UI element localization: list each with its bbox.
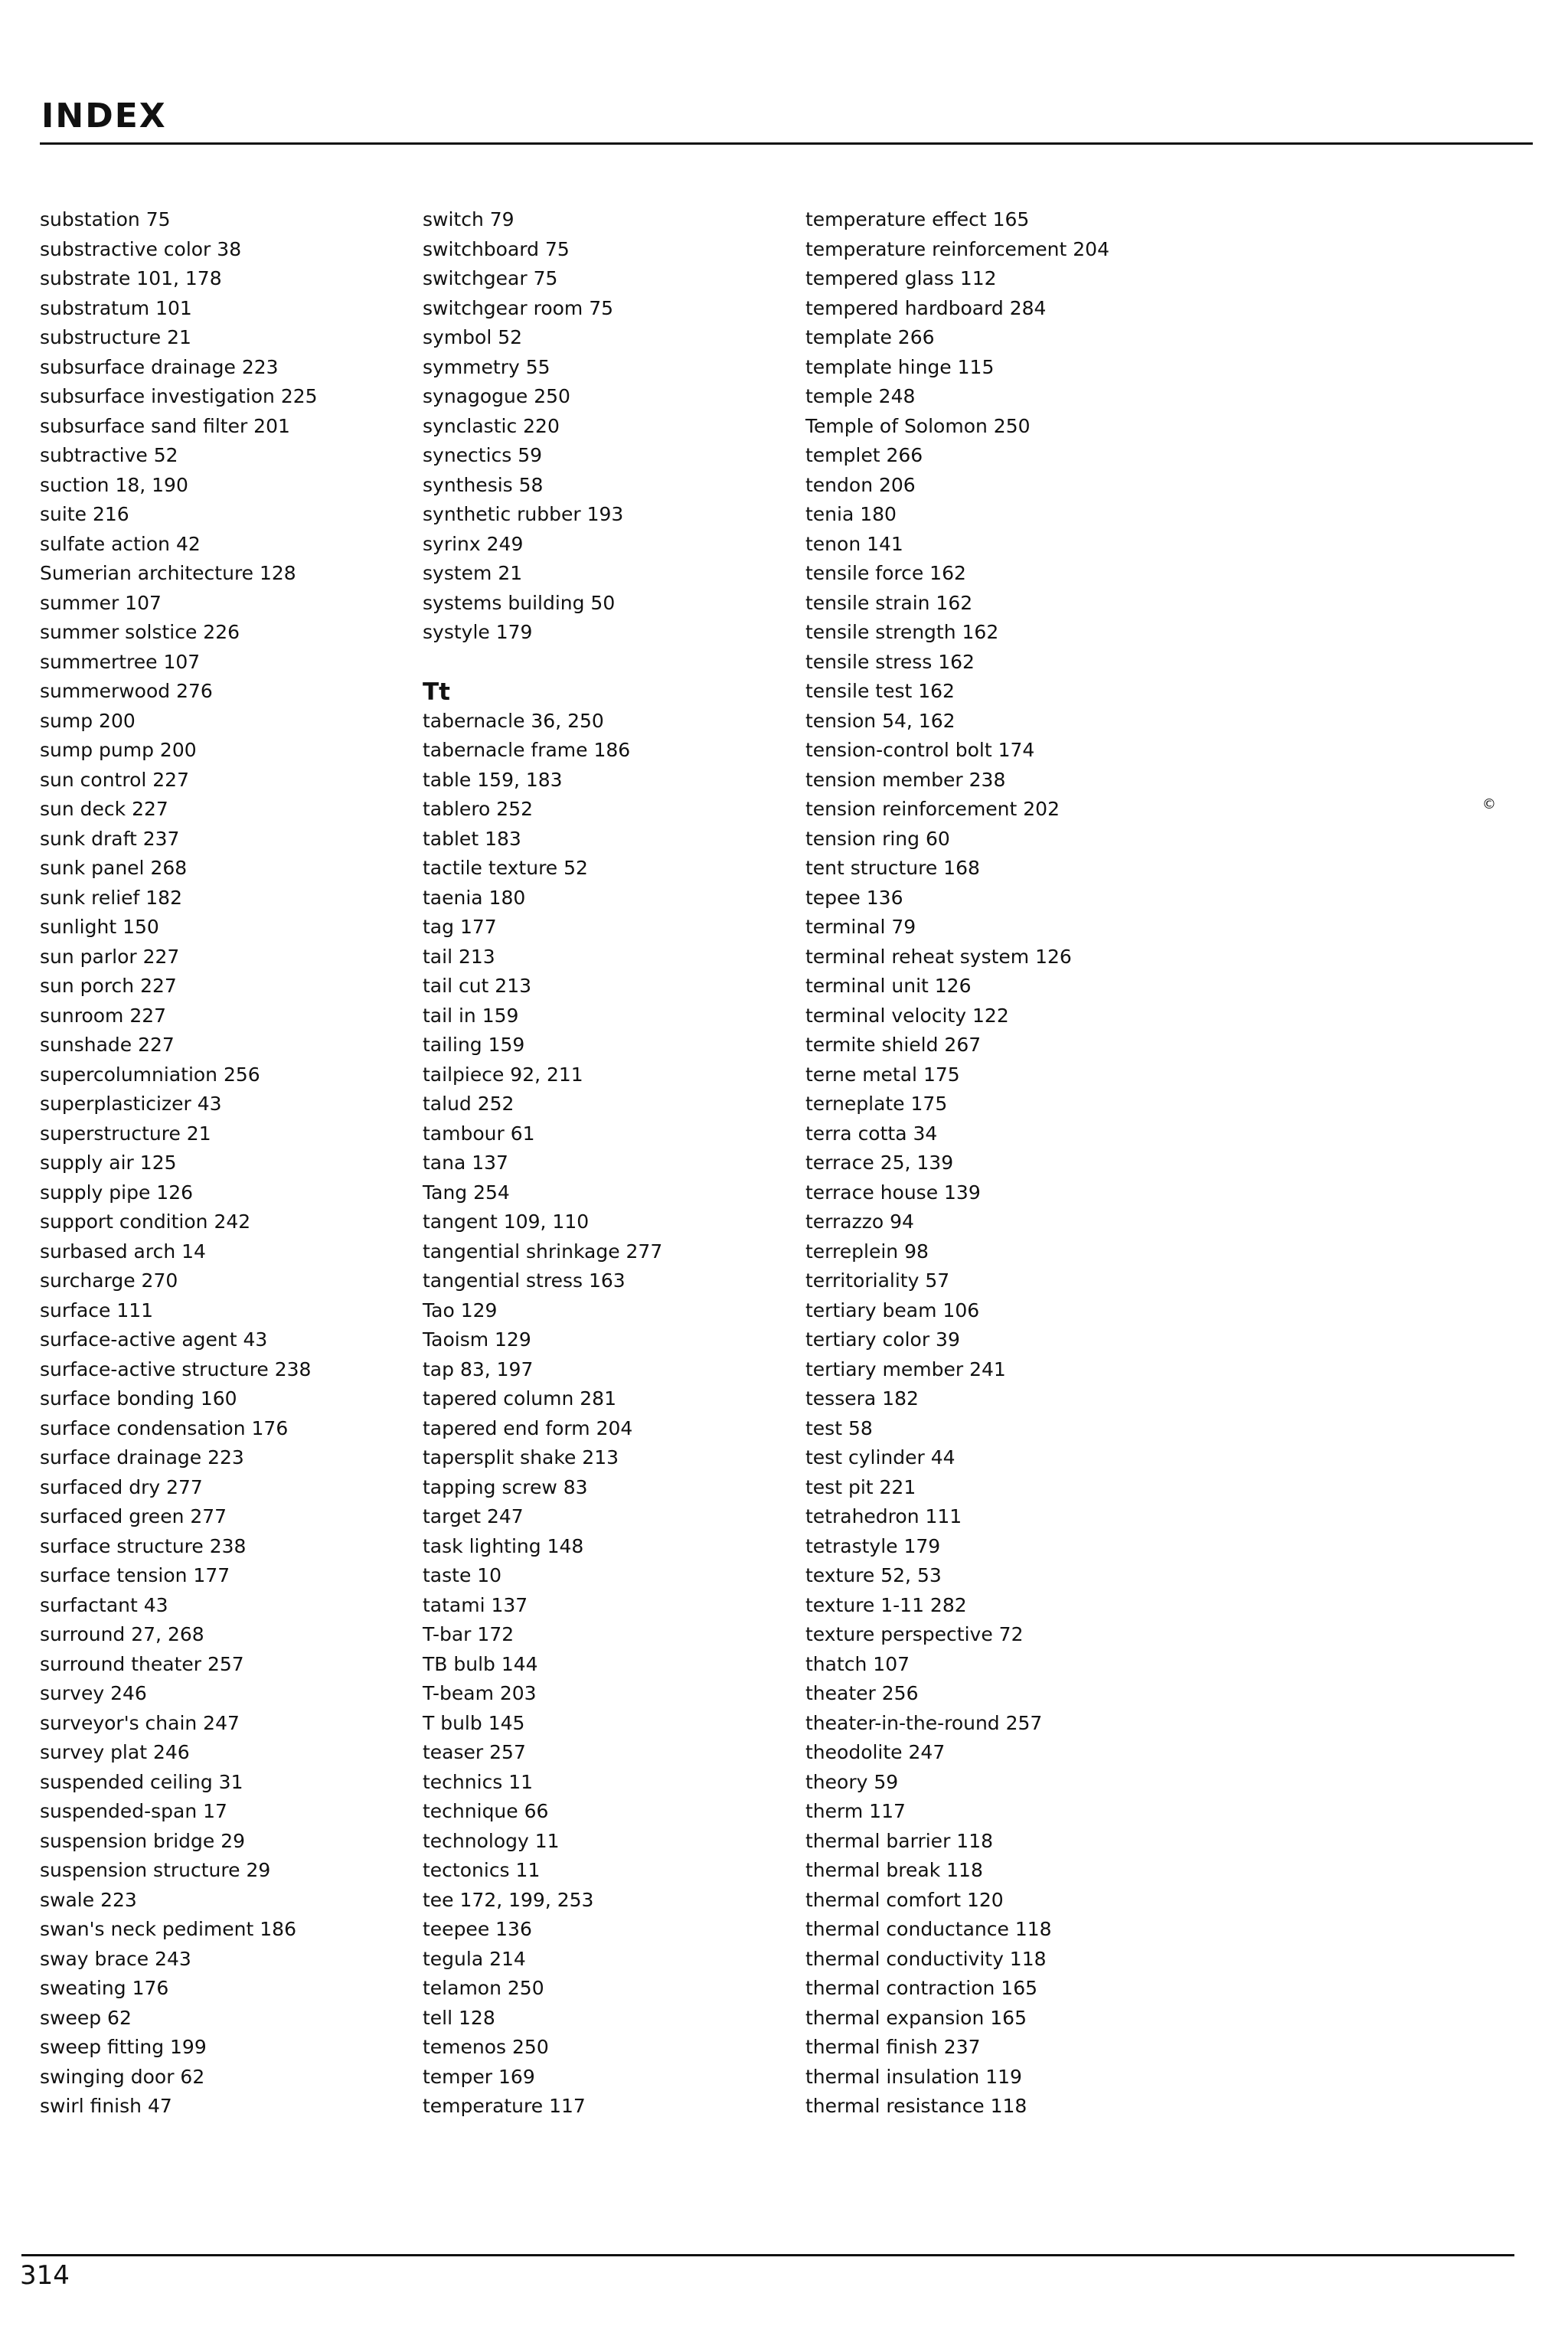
index-entry: sun deck 227 [40, 798, 168, 820]
index-entry: therm 117 [805, 1800, 906, 1822]
index-entry: tegula 214 [423, 1947, 526, 1970]
index-entry: surface tension 177 [40, 1564, 230, 1586]
index-entry: thermal barrier 118 [805, 1829, 994, 1852]
page-number: 314 [20, 2260, 70, 2291]
index-entry: tertiary beam 106 [805, 1299, 980, 1322]
index-entry: tension 54, 162 [805, 709, 956, 732]
index-entry: terra cotta 34 [805, 1122, 938, 1145]
index-entry: tana 137 [423, 1152, 508, 1174]
index-entry: Sumerian architecture 128 [40, 562, 296, 584]
index-entry: tablero 252 [423, 798, 534, 820]
index-entry: surface-active structure 238 [40, 1357, 312, 1380]
index-entry: target 247 [423, 1505, 524, 1527]
index-entry: tapered end form 204 [423, 1416, 633, 1439]
index-entry: tetrahedron 111 [805, 1505, 962, 1527]
index-entry: tension ring 60 [805, 827, 950, 850]
index-entry: thermal break 118 [805, 1859, 983, 1881]
index-entry: terminal unit 126 [805, 975, 972, 997]
index-entry: surface condensation 176 [40, 1416, 289, 1439]
index-entry: temperature effect 165 [805, 208, 1030, 230]
index-entry: technology 11 [423, 1829, 560, 1852]
index-entry: sulfate action 42 [40, 532, 201, 555]
index-entry: thermal conductivity 118 [805, 1947, 1047, 1970]
index-entry: tail cut 213 [423, 975, 532, 997]
index-entry: T-beam 203 [423, 1682, 537, 1704]
section-spacer [423, 648, 782, 678]
index-entry: sun control 227 [40, 768, 189, 791]
index-entry: tell 128 [423, 2006, 495, 2029]
index-entry: Taoism 129 [423, 1328, 531, 1351]
index-entry: surfaced dry 277 [40, 1475, 203, 1498]
index-entry: surveyor's chain 247 [40, 1711, 240, 1734]
index-entry: thermal expansion 165 [805, 2006, 1027, 2029]
index-entry: surround theater 257 [40, 1652, 244, 1675]
index-entry: tapered column 281 [423, 1387, 616, 1410]
index-entry: survey 246 [40, 1682, 147, 1704]
index-entry: surfaced green 277 [40, 1505, 227, 1527]
index-entry: tapersplit shake 213 [423, 1446, 619, 1469]
index-entry: suspension bridge 29 [40, 1829, 246, 1852]
index-entry: sump 200 [40, 709, 136, 732]
index-entry: suite 216 [40, 503, 129, 525]
index-entry: tensile stress 162 [805, 650, 975, 673]
index-entry: surface structure 238 [40, 1534, 247, 1557]
index-entry: template hinge 115 [805, 355, 995, 378]
index-entry: swale 223 [40, 1888, 137, 1911]
index-entry: tap 83, 197 [423, 1357, 534, 1380]
index-entry: sunk draft 237 [40, 827, 180, 850]
index-entry: tabernacle frame 186 [423, 739, 631, 761]
index-entry: sun porch 227 [40, 975, 177, 997]
index-entry: sweep fitting 199 [40, 2036, 207, 2058]
index-entry: tailpiece 92, 211 [423, 1063, 583, 1086]
index-entry: surface bonding 160 [40, 1387, 237, 1410]
index-entry: sunk panel 268 [40, 857, 188, 879]
index-entry: tendon 206 [805, 473, 916, 496]
index-entry: subsurface drainage 223 [40, 355, 279, 378]
index-entry: sunk relief 182 [40, 886, 182, 909]
index-entry: technics 11 [423, 1770, 534, 1793]
index-column-3 [805, 205, 1165, 2122]
index-entry: table 159, 183 [423, 768, 563, 791]
index-entry: subtractive 52 [40, 444, 178, 466]
index-entry: test 58 [805, 1416, 873, 1439]
index-entry: temperature reinforcement 204 [805, 237, 1109, 260]
index-entry: syrinx 249 [423, 532, 524, 555]
index-entry: surface drainage 223 [40, 1446, 244, 1469]
index-entry: sweating 176 [40, 1977, 169, 1999]
index-entry: theory 59 [805, 1770, 899, 1793]
index-entry: tablet 183 [423, 827, 521, 850]
index-entry: tessera 182 [805, 1387, 919, 1410]
index-entry: test pit 221 [805, 1475, 916, 1498]
index-entry: thermal finish 237 [805, 2036, 981, 2058]
index-entry: tectonics 11 [423, 1859, 541, 1881]
index-entry: teepee 136 [423, 1918, 532, 1940]
index-entry: sump pump 200 [40, 739, 197, 761]
index-entry: templet 266 [805, 444, 923, 466]
index-entry: substation 75 [40, 208, 171, 230]
index-entry: Tao 129 [423, 1299, 498, 1322]
index-entry: suspension structure 29 [40, 1859, 271, 1881]
index-entry: terrazzo 94 [805, 1210, 914, 1233]
index-entry: territoriality 57 [805, 1269, 950, 1292]
index-entry: tetrastyle 179 [805, 1534, 941, 1557]
index-entry: TB bulb 144 [423, 1652, 538, 1675]
index-entry: sunshade 227 [40, 1034, 175, 1056]
index-entry: substractive color 38 [40, 237, 242, 260]
index-entry: suspended-span 17 [40, 1800, 227, 1822]
index-entry: temenos 250 [423, 2036, 549, 2058]
index-entry: tangential shrinkage 277 [423, 1240, 663, 1263]
index-entry: tempered glass 112 [805, 267, 997, 289]
index-entry: temple 248 [805, 385, 916, 407]
index-column-2 [423, 205, 782, 2122]
footer-rule [21, 2254, 1514, 2256]
index-entry: supercolumniation 256 [40, 1063, 260, 1086]
index-entry: surface 111 [40, 1299, 154, 1322]
index-entry: test cylinder 44 [805, 1446, 956, 1469]
index-entry: sun parlor 227 [40, 945, 180, 968]
index-entry: thermal insulation 119 [805, 2065, 1022, 2088]
index-entry: switchgear 75 [423, 267, 558, 289]
index-entry: subsurface investigation 225 [40, 385, 318, 407]
index-entry: sway brace 243 [40, 1947, 191, 1970]
index-entry: suspended ceiling 31 [40, 1770, 243, 1793]
index-entry: terrace 25, 139 [805, 1152, 954, 1174]
index-entry: systyle 179 [423, 621, 533, 643]
index-entry: thatch 107 [805, 1652, 910, 1675]
index-entry: synagogue 250 [423, 385, 570, 407]
index-entry: substrate 101, 178 [40, 267, 222, 289]
index-entry: tangent 109, 110 [423, 1210, 590, 1233]
index-entry: synclastic 220 [423, 414, 560, 437]
index-entry: technique 66 [423, 1800, 549, 1822]
index-entry: texture perspective 72 [805, 1623, 1024, 1645]
index-entry: tensile test 162 [805, 680, 955, 702]
index-entry: theater 256 [805, 1682, 919, 1704]
index-entry: tatami 137 [423, 1593, 528, 1616]
index-entry: terminal 79 [805, 916, 916, 938]
index-entry: tension member 238 [805, 768, 1006, 791]
index-entry: support condition 242 [40, 1210, 251, 1233]
index-entry: thermal conductance 118 [805, 1918, 1052, 1940]
index-entry: tempered hardboard 284 [805, 296, 1047, 319]
index-entry: thermal comfort 120 [805, 1888, 1004, 1911]
index-entry: terminal velocity 122 [805, 1004, 1009, 1027]
index-entry: synthetic rubber 193 [423, 503, 624, 525]
index-entry: switchboard 75 [423, 237, 570, 260]
index-entry: thermal contraction 165 [805, 1977, 1038, 1999]
index-entry: temperature 117 [423, 2095, 586, 2117]
index-entry: summerwood 276 [40, 680, 213, 702]
index-entry: theater-in-the-round 257 [805, 1711, 1043, 1734]
index-entry: systems building 50 [423, 591, 616, 614]
index-entry: tail 213 [423, 945, 495, 968]
index-entry: teaser 257 [423, 1741, 526, 1763]
index-entry: symmetry 55 [423, 355, 550, 378]
index-entry: tepee 136 [805, 886, 903, 909]
index-entry: surface-active agent 43 [40, 1328, 268, 1351]
index-entry: substructure 21 [40, 326, 191, 348]
index-entry: swan's neck pediment 186 [40, 1918, 296, 1940]
index-entry: thermal resistance 118 [805, 2095, 1027, 2117]
page-title: INDEX [41, 96, 167, 136]
index-entry: surfactant 43 [40, 1593, 168, 1616]
index-entry: tensile strain 162 [805, 591, 973, 614]
index-entry: survey plat 246 [40, 1741, 190, 1763]
index-entry: tenia 180 [805, 503, 897, 525]
index-entry: sunlight 150 [40, 916, 159, 938]
index-entry: supply air 125 [40, 1152, 177, 1174]
index-entry: switch 79 [423, 208, 514, 230]
index-entry: switchgear room 75 [423, 296, 614, 319]
index-entry: tapping screw 83 [423, 1475, 588, 1498]
index-entry: termite shield 267 [805, 1034, 982, 1056]
index-entry: tension reinforcement 202 [805, 798, 1060, 820]
index-entry: superplasticizer 43 [40, 1093, 222, 1115]
index-entry: tertiary member 241 [805, 1357, 1006, 1380]
index-entry: surround 27, 268 [40, 1623, 204, 1645]
index-entry: synectics 59 [423, 444, 543, 466]
index-entry: T-bar 172 [423, 1623, 514, 1645]
index-entry: theodolite 247 [805, 1741, 946, 1763]
index-entry: tag 177 [423, 916, 497, 938]
index-entry: T bulb 145 [423, 1711, 525, 1734]
index-entry: sunroom 227 [40, 1004, 167, 1027]
index-entry: Tang 254 [423, 1181, 510, 1204]
index-entry: sweep 62 [40, 2006, 132, 2029]
index-entry: tenon 141 [805, 532, 903, 555]
index-entry: taste 10 [423, 1564, 502, 1586]
index-entry: tactile texture 52 [423, 857, 588, 879]
index-entry: tailing 159 [423, 1034, 525, 1056]
index-entry: summer solstice 226 [40, 621, 240, 643]
index-entry: tee 172, 199, 253 [423, 1888, 594, 1911]
index-entry: tent structure 168 [805, 857, 980, 879]
index-entry: telamon 250 [423, 1977, 544, 1999]
index-entry: substratum 101 [40, 296, 192, 319]
index-entry: tensile strength 162 [805, 621, 999, 643]
index-entry: Temple of Solomon 250 [805, 414, 1031, 437]
index-entry: tertiary color 39 [805, 1328, 960, 1351]
index-entry: symbol 52 [423, 326, 523, 348]
index-entry: tail in 159 [423, 1004, 519, 1027]
index-entry: surcharge 270 [40, 1269, 178, 1292]
index-entry: terminal reheat system 126 [805, 945, 1072, 968]
index-entry: superstructure 21 [40, 1122, 211, 1145]
header-rule [40, 142, 1533, 145]
index-entry: texture 52, 53 [805, 1564, 942, 1586]
index-entry: tangential stress 163 [423, 1269, 626, 1292]
index-entry: synthesis 58 [423, 473, 544, 496]
index-entry: summer 107 [40, 591, 162, 614]
index-entry: suction 18, 190 [40, 473, 188, 496]
index-entry: texture 1-11 282 [805, 1593, 967, 1616]
copyright-mark: © [1482, 796, 1496, 812]
index-entry: system 21 [423, 562, 523, 584]
index-entry: swirl finish 47 [40, 2095, 172, 2117]
index-entry: talud 252 [423, 1093, 514, 1115]
index-column-1 [40, 205, 400, 2122]
index-entry: summertree 107 [40, 650, 201, 673]
index-entry: tension-control bolt 174 [805, 739, 1035, 761]
index-entry: task lighting 148 [423, 1534, 584, 1557]
index-entry: terne metal 175 [805, 1063, 960, 1086]
index-entry: tabernacle 36, 250 [423, 709, 604, 732]
index-entry: tensile force 162 [805, 562, 966, 584]
index-entry: terreplein 98 [805, 1240, 929, 1263]
index-entry: terneplate 175 [805, 1093, 948, 1115]
index-entry: terrace house 139 [805, 1181, 981, 1204]
index-entry: tambour 61 [423, 1122, 535, 1145]
index-entry: taenia 180 [423, 886, 526, 909]
index-entry: temper 169 [423, 2065, 535, 2088]
index-entry: swinging door 62 [40, 2065, 205, 2088]
index-entry: supply pipe 126 [40, 1181, 194, 1204]
index-entry: subsurface sand filter 201 [40, 414, 290, 437]
index-entry: surbased arch 14 [40, 1240, 206, 1263]
letter-heading: Tt [423, 678, 450, 706]
index-entry: template 266 [805, 326, 935, 348]
